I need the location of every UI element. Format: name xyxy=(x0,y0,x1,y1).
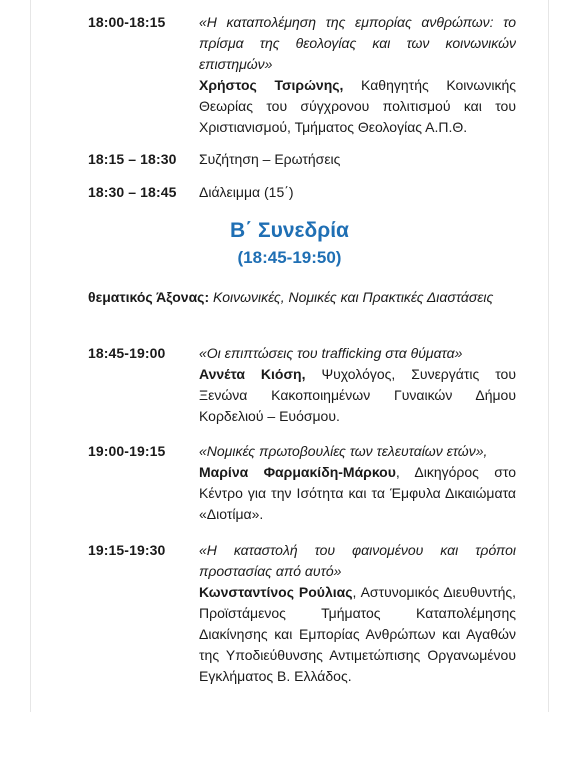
time-slot: 18:45-19:00 xyxy=(88,345,166,361)
item-body xyxy=(199,343,516,427)
page-edge-right xyxy=(548,0,549,712)
talk-title: «Η καταπολέμηση της εμπορίας ανθρώπων: το πρίσμα της θεολογίας και των κοινωνικών επιστημών» xyxy=(199,14,516,72)
talk-title: «Οι επιπτώσεις του trafficking στα θύματα» xyxy=(199,345,463,361)
time-slot: 18:15 – 18:30 xyxy=(88,151,177,167)
speaker-name: Αννέτα Κιόση, xyxy=(199,366,306,382)
speaker-name: Μαρίνα Φαρμακίδη-Μάρκου xyxy=(199,464,396,480)
session-time: (18:45-19:50) xyxy=(237,248,342,267)
time-slot: 19:00-19:15 xyxy=(88,443,166,459)
page-edge-left xyxy=(30,0,31,712)
talk-title: «Νομικές πρωτοβουλίες των τελευταίων ετών», xyxy=(199,443,488,459)
speaker-name: Χρήστος Τσιρώνης, xyxy=(199,77,344,93)
speaker-details: , Αστυνομικός Διευθυντής, Προϊστάμενος Τμήματος Καταπολέμησης Διακίνησης και Εμπορίας Ανθρώπων και Αγαθών της Υποδιεύθυνσης Αντιμετώπισης Οργανωμένου Εγκλήματος Β. Ελλάδος. xyxy=(199,584,516,684)
axis-label: θεματικός Άξονας: xyxy=(88,289,210,305)
session-title: Β΄ Συνεδρία xyxy=(230,219,349,242)
thematic-axis xyxy=(88,287,516,308)
item-body xyxy=(199,441,516,525)
time-slot: 18:30 – 18:45 xyxy=(88,184,177,200)
item-text: Συζήτηση – Ερωτήσεις xyxy=(199,151,341,167)
talk-title: «Η καταστολή του φαινομένου και τρόποι προστασίας από αυτό» xyxy=(199,542,516,579)
speaker-name: Κωνσταντίνος Ρούλιας xyxy=(199,584,353,600)
item-body xyxy=(199,540,516,687)
speaker-details: Ψυχολόγος, Συνεργάτις του Ξενώνα Κακοποιημένων Γυναικών Δήμου Κορδελιού – Ευόσμου. xyxy=(199,366,516,424)
item-text: Διάλειμμα (15΄) xyxy=(199,184,294,200)
time-slot: 18:00-18:15 xyxy=(88,14,166,30)
speaker-details: , Δικηγόρος στο Κέντρο για την Ισότητα και τα Έμφυλα Δικαιώματα «Διοτίμα». xyxy=(199,464,516,522)
time-slot: 19:15-19:30 xyxy=(88,542,166,558)
axis-value: Κοινωνικές, Νομικές και Πρακτικές Διαστάσεις xyxy=(213,289,494,305)
speaker-details: Καθηγητής Κοινωνικής Θεωρίας του σύγχρονου πολιτισμού και του Χριστιανισμού, Τμήματος Θεολογίας Α.Π.Θ. xyxy=(199,77,516,135)
item-body xyxy=(199,12,516,138)
